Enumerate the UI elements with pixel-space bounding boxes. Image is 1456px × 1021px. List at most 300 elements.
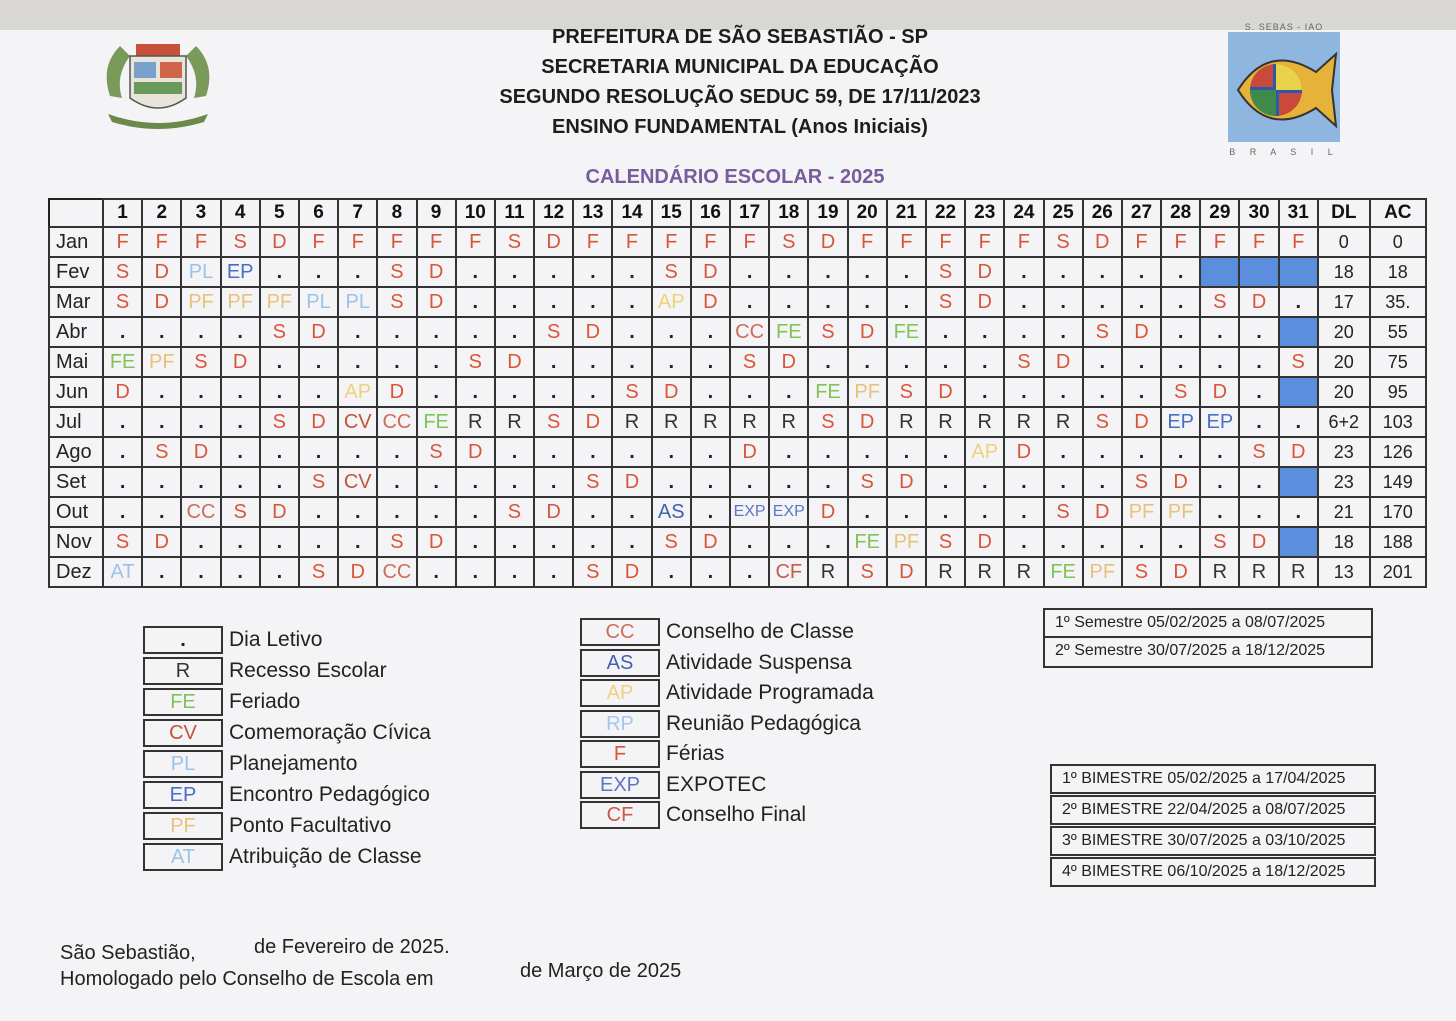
legend-item [580, 679, 874, 707]
day-cell: R [652, 407, 691, 437]
day-cell: . [495, 287, 534, 317]
day-cell: . [1122, 377, 1161, 407]
ac-cell: 103 [1370, 407, 1426, 437]
day-cell: . [534, 557, 573, 587]
day-cell: . [1200, 497, 1239, 527]
day-cell: F [142, 227, 181, 257]
day-cell: EP [1161, 407, 1200, 437]
legend-label: Dia Letivo [229, 628, 323, 651]
day-cell: D [1083, 227, 1122, 257]
day-cell: D [1239, 287, 1278, 317]
day-cell: . [1004, 287, 1043, 317]
day-cell: . [221, 557, 260, 587]
calendar-row [49, 557, 1426, 587]
day-cell: . [181, 467, 220, 497]
day-cell: . [1239, 317, 1278, 347]
day-header: 1 [103, 199, 142, 227]
day-header: 16 [691, 199, 730, 227]
legend-item [143, 750, 357, 778]
day-cell: . [1044, 527, 1083, 557]
dl-cell: 21 [1318, 497, 1370, 527]
day-header: 18 [769, 199, 808, 227]
day-cell: . [260, 527, 299, 557]
day-cell: R [730, 407, 769, 437]
day-cell: . [299, 437, 338, 467]
day-cell: AT [103, 557, 142, 587]
day-cell: . [1239, 347, 1278, 377]
day-cell: S [573, 467, 612, 497]
dl-cell: 20 [1318, 377, 1370, 407]
day-cell: . [1161, 287, 1200, 317]
day-cell: F [103, 227, 142, 257]
day-cell: . [1161, 317, 1200, 347]
day-cell: . [260, 557, 299, 587]
footer-homologated-date: de Março de 2025 [520, 960, 682, 982]
day-cell: D [691, 287, 730, 317]
dl-cell: 13 [1318, 557, 1370, 587]
legend-code: CF [580, 801, 660, 829]
legend-code: . [143, 626, 223, 654]
day-cell: . [1004, 467, 1043, 497]
day-cell: S [534, 407, 573, 437]
day-cell: S [612, 377, 651, 407]
day-cell: D [691, 257, 730, 287]
legend-code: AS [580, 649, 660, 677]
day-cell: . [221, 317, 260, 347]
day-cell: R [495, 407, 534, 437]
day-cell: . [573, 437, 612, 467]
day-cell: D [1083, 497, 1122, 527]
day-cell: . [1122, 527, 1161, 557]
legend-item [580, 801, 806, 829]
day-cell: F [652, 227, 691, 257]
day-header: 3 [181, 199, 220, 227]
day-cell: . [495, 317, 534, 347]
day-cell: . [691, 317, 730, 347]
day-cell: S [1083, 407, 1122, 437]
day-cell: . [221, 407, 260, 437]
day-cell: . [260, 467, 299, 497]
semester-2: 2º Semestre 30/07/2025 a 18/12/2025 [1043, 638, 1373, 668]
legend-item [143, 626, 322, 654]
day-cell: . [1004, 257, 1043, 287]
ac-cell: 170 [1370, 497, 1426, 527]
day-cell: R [691, 407, 730, 437]
day-cell: . [1200, 317, 1239, 347]
day-cell: R [1279, 557, 1318, 587]
day-cell: CV [338, 407, 377, 437]
day-cell: . [652, 317, 691, 347]
day-cell: . [495, 467, 534, 497]
day-header: 20 [848, 199, 887, 227]
day-cell: . [652, 467, 691, 497]
day-cell: . [887, 437, 926, 467]
day-cell: D [417, 527, 456, 557]
day-cell: D [495, 347, 534, 377]
day-cell: . [1122, 347, 1161, 377]
bimester-3: 3º BIMESTRE 30/07/2025 a 03/10/2025 [1050, 826, 1376, 856]
day-cell: . [1044, 257, 1083, 287]
day-cell: D [848, 317, 887, 347]
day-cell: D [260, 497, 299, 527]
day-header: 8 [377, 199, 416, 227]
day-cell: . [691, 497, 730, 527]
day-header: 13 [573, 199, 612, 227]
day-cell: S [221, 227, 260, 257]
day-cell: F [887, 227, 926, 257]
day-cell: S [808, 317, 847, 347]
day-cell: R [769, 407, 808, 437]
day-cell: . [769, 287, 808, 317]
ac-cell: 188 [1370, 527, 1426, 557]
day-cell: . [1083, 257, 1122, 287]
legend-label: Atividade Suspensa [666, 650, 852, 674]
day-cell: S [1044, 497, 1083, 527]
legend-label: Reunião Pedagógica [666, 711, 861, 735]
day-cell: D [142, 287, 181, 317]
day-cell: S [1239, 437, 1278, 467]
day-cell: . [887, 287, 926, 317]
day-cell: . [965, 377, 1004, 407]
day-cell: . [1279, 497, 1318, 527]
municipal-crest-logo [100, 36, 216, 132]
calendar-row [49, 287, 1426, 317]
day-header: 12 [534, 199, 573, 227]
day-cell: EP [1200, 407, 1239, 437]
legend-item [580, 771, 766, 799]
day-cell: D [573, 407, 612, 437]
day-cell: D [965, 257, 1004, 287]
header-line-4: ENSINO FUNDAMENTAL (Anos Iniciais) [552, 116, 928, 138]
day-cell: R [808, 557, 847, 587]
day-cell: D [965, 527, 1004, 557]
day-cell: . [1004, 527, 1043, 557]
day-header: 19 [808, 199, 847, 227]
day-cell: . [338, 317, 377, 347]
day-cell: FE [417, 407, 456, 437]
day-cell: . [181, 557, 220, 587]
legend-item [143, 719, 431, 747]
day-cell: . [1161, 257, 1200, 287]
day-cell: . [221, 437, 260, 467]
day-cell: . [1083, 527, 1122, 557]
day-cell: D [1161, 557, 1200, 587]
bimester-2: 2º BIMESTRE 22/04/2025 a 08/07/2025 [1050, 795, 1376, 825]
day-cell: . [299, 377, 338, 407]
day-cell: PF [260, 287, 299, 317]
ac-header: AC [1370, 199, 1426, 227]
day-cell: CV [338, 467, 377, 497]
day-cell: . [1083, 467, 1122, 497]
day-cell: . [495, 257, 534, 287]
day-cell: S [730, 347, 769, 377]
day-header: 5 [260, 199, 299, 227]
day-cell: PF [1122, 497, 1161, 527]
day-cell: . [691, 377, 730, 407]
day-header: 2 [142, 199, 181, 227]
day-cell: . [1200, 467, 1239, 497]
day-cell: S [1044, 227, 1083, 257]
day-cell: . [887, 257, 926, 287]
day-cell: . [965, 317, 1004, 347]
day-cell: . [730, 527, 769, 557]
day-cell: S [1122, 467, 1161, 497]
day-cell: S [299, 557, 338, 587]
day-cell: . [456, 317, 495, 347]
bimester-4: 4º BIMESTRE 06/10/2025 a 18/12/2025 [1050, 857, 1376, 887]
day-cell: . [848, 497, 887, 527]
day-cell: . [1004, 377, 1043, 407]
legend-label: Conselho de Classe [666, 620, 854, 643]
legend-item [143, 812, 391, 840]
day-cell: F [1122, 227, 1161, 257]
day-cell: S [652, 257, 691, 287]
day-cell: S [299, 467, 338, 497]
day-cell: . [456, 527, 495, 557]
legend-code: EP [143, 781, 223, 809]
day-cell: . [573, 377, 612, 407]
day-cell: . [769, 437, 808, 467]
legend-code: PL [143, 750, 223, 778]
day-cell: . [1279, 407, 1318, 437]
day-cell: . [181, 317, 220, 347]
legend-label: Conselho Final [666, 803, 807, 826]
day-cell: . [181, 377, 220, 407]
dl-cell: 20 [1318, 317, 1370, 347]
day-cell: D [181, 437, 220, 467]
day-cell: CC [730, 317, 769, 347]
day-cell: D [1122, 407, 1161, 437]
dl-cell: 17 [1318, 287, 1370, 317]
day-cell: D [260, 227, 299, 257]
day-cell: . [1239, 467, 1278, 497]
day-cell: R [1200, 557, 1239, 587]
day-cell: . [260, 437, 299, 467]
day-cell: D [417, 257, 456, 287]
day-cell: . [1083, 347, 1122, 377]
day-cell: . [534, 377, 573, 407]
day-cell: PL [181, 257, 220, 287]
day-cell: . [377, 437, 416, 467]
day-cell: . [612, 497, 651, 527]
day-cell: F [1239, 227, 1278, 257]
legend-code: F [580, 740, 660, 768]
day-cell: . [534, 527, 573, 557]
day-cell: F [573, 227, 612, 257]
day-cell: . [573, 347, 612, 377]
day-cell-nonexistent [1239, 257, 1278, 287]
day-header: 17 [730, 199, 769, 227]
day-cell: D [1279, 437, 1318, 467]
day-cell: S [377, 257, 416, 287]
day-cell: D [142, 527, 181, 557]
calendar-row [49, 317, 1426, 347]
day-header: 22 [926, 199, 965, 227]
day-cell: . [181, 407, 220, 437]
day-cell: . [417, 377, 456, 407]
day-cell: . [181, 527, 220, 557]
day-cell: . [456, 557, 495, 587]
day-cell: . [377, 467, 416, 497]
day-cell: . [691, 347, 730, 377]
day-cell: . [612, 317, 651, 347]
day-cell: . [926, 347, 965, 377]
calendar-title: CALENDÁRIO ESCOLAR - 2025 [585, 166, 885, 188]
day-cell: R [1004, 407, 1043, 437]
day-cell: . [495, 377, 534, 407]
day-cell: . [769, 527, 808, 557]
dl-header: DL [1318, 199, 1370, 227]
day-cell: . [377, 317, 416, 347]
day-cell: PF [221, 287, 260, 317]
legend-label: Férias [666, 742, 725, 765]
legend-item [143, 843, 422, 871]
legend-code: FE [143, 688, 223, 716]
day-cell: . [573, 287, 612, 317]
day-cell: . [456, 257, 495, 287]
day-cell: . [534, 467, 573, 497]
day-cell: AP [338, 377, 377, 407]
day-cell: D [338, 557, 377, 587]
day-cell: D [1044, 347, 1083, 377]
day-cell: F [338, 227, 377, 257]
day-cell: . [1200, 437, 1239, 467]
day-header: 6 [299, 199, 338, 227]
legend-item [580, 618, 854, 646]
month-label: Abr [49, 317, 103, 347]
day-cell: . [612, 437, 651, 467]
day-cell: CC [181, 497, 220, 527]
day-cell: R [1044, 407, 1083, 437]
ac-cell: 95 [1370, 377, 1426, 407]
month-label: Set [49, 467, 103, 497]
day-cell: S [260, 317, 299, 347]
day-cell-nonexistent [1279, 467, 1318, 497]
day-cell: F [1161, 227, 1200, 257]
day-cell: S [1083, 317, 1122, 347]
day-cell: . [260, 347, 299, 377]
day-cell: . [221, 527, 260, 557]
day-cell: . [1122, 257, 1161, 287]
day-cell: CC [377, 557, 416, 587]
day-cell: PF [848, 377, 887, 407]
day-cell: . [103, 497, 142, 527]
day-header: 31 [1279, 199, 1318, 227]
legend-item [143, 781, 430, 809]
month-label: Out [49, 497, 103, 527]
day-cell: . [142, 467, 181, 497]
day-cell: . [1161, 437, 1200, 467]
day-cell: S [417, 437, 456, 467]
dl-cell: 18 [1318, 527, 1370, 557]
day-cell-nonexistent [1279, 527, 1318, 557]
day-cell: . [808, 287, 847, 317]
day-cell: . [1239, 377, 1278, 407]
day-cell: . [848, 437, 887, 467]
month-label: Fev [49, 257, 103, 287]
day-cell: . [691, 437, 730, 467]
day-cell: . [338, 527, 377, 557]
day-cell: S [926, 287, 965, 317]
day-cell: D [965, 287, 1004, 317]
day-cell: R [965, 557, 1004, 587]
calendar-row [49, 527, 1426, 557]
day-cell: . [221, 467, 260, 497]
ac-cell: 75 [1370, 347, 1426, 377]
day-cell: CF [769, 557, 808, 587]
day-cell: R [1239, 557, 1278, 587]
day-header: 9 [417, 199, 456, 227]
day-cell: . [1122, 287, 1161, 317]
day-cell: D [730, 437, 769, 467]
day-cell: S [573, 557, 612, 587]
calendar-row [49, 227, 1426, 257]
day-cell: F [926, 227, 965, 257]
day-cell: . [652, 437, 691, 467]
day-cell: D [808, 227, 847, 257]
month-label: Mar [49, 287, 103, 317]
footer-date: de Fevereiro de 2025. [254, 936, 450, 958]
month-label: Mai [49, 347, 103, 377]
day-cell: . [417, 317, 456, 347]
day-cell: . [456, 497, 495, 527]
day-cell: R [926, 407, 965, 437]
day-cell: F [965, 227, 1004, 257]
day-cell: . [534, 287, 573, 317]
day-cell: FE [848, 527, 887, 557]
legend-label: Feriado [229, 690, 301, 713]
day-cell: PF [887, 527, 926, 557]
day-cell: D [887, 557, 926, 587]
day-cell: S [181, 347, 220, 377]
legend-item [580, 649, 852, 677]
legend-code: CV [143, 719, 223, 747]
day-cell: . [848, 347, 887, 377]
day-cell: F [691, 227, 730, 257]
legend-item [143, 657, 387, 685]
legend-item [580, 710, 861, 738]
ac-cell: 149 [1370, 467, 1426, 497]
day-cell: . [652, 347, 691, 377]
day-header: 27 [1122, 199, 1161, 227]
day-cell: . [808, 467, 847, 497]
calendar-row [49, 257, 1426, 287]
day-cell: D [456, 437, 495, 467]
day-cell: D [377, 377, 416, 407]
day-cell: . [299, 527, 338, 557]
day-cell: . [730, 287, 769, 317]
day-cell: S [1200, 287, 1239, 317]
day-cell: AP [652, 287, 691, 317]
footer-homologated: Homologado pelo Conselho de Escola em [60, 968, 434, 990]
day-cell: . [926, 497, 965, 527]
day-cell: D [573, 317, 612, 347]
day-cell: AP [965, 437, 1004, 467]
day-cell: . [103, 317, 142, 347]
day-cell: . [103, 467, 142, 497]
fish-logo: S. SEBAS - IAO B R A S I L [1229, 22, 1339, 157]
day-cell: S [142, 437, 181, 467]
day-cell: . [338, 437, 377, 467]
day-cell: . [612, 347, 651, 377]
day-cell: D [534, 497, 573, 527]
day-cell: . [1161, 347, 1200, 377]
day-cell: D [1200, 377, 1239, 407]
day-cell: . [965, 497, 1004, 527]
day-cell: . [691, 467, 730, 497]
day-cell: . [730, 557, 769, 587]
day-cell: S [926, 257, 965, 287]
